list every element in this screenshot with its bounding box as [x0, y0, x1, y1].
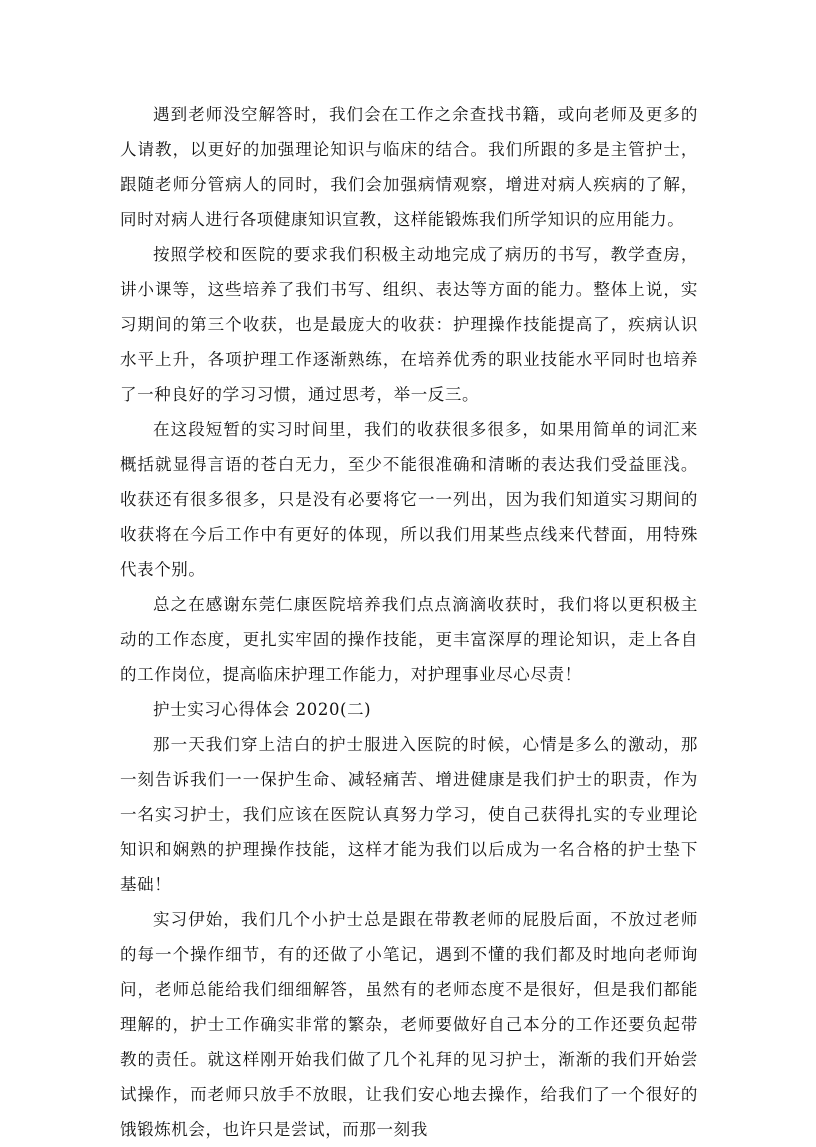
paragraph-4: 总之在感谢东莞仁康医院培养我们点点滴滴收获时，我们将以更积极主动的工作态度，更扎实牢固的操作技能，更丰富深厚的理论知识，走上各自的工作岗位，提高临床护理工作能力，对护理事业尽心尽责！ [120, 595, 698, 684]
document-page [120, 97, 698, 1147]
paragraph-3: 在这段短暂的实习时间里，我们的收获很多很多，如果用简单的词汇来概括就显得言语的苍白无力，至少不能很准确和清晰的表达我们受益匪浅。收获还有很多很多，只是没有必要将它一一列出，因为我们知道实习期间的收获将在今后工作中有更好的体现，所以我们用某些点线来代替面，用特殊代表个别。 [120, 420, 698, 579]
section-title: 护士实习心得体会 2020(二) [153, 700, 372, 719]
paragraph-1: 遇到老师没空解答时，我们会在工作之余查找书籍，或向老师及更多的人请教，以更好的加强理论知识与临床的结合。我们所跟的多是主管护士，跟随老师分管病人的同时，我们会加强病情观察，增进对病人疾病的了解，同时对病人进行各项健康知识宣教，这样能锻炼我们所学知识的应用能力。 [120, 105, 698, 229]
paragraph-6: 实习伊始，我们几个小护士总是跟在带教老师的屁股后面，不放过老师的每一个操作细节，有的还做了小笔记，遇到不懂的我们都及时地向老师询问，老师总能给我们细细解答，虽然有的老师态度不是很好，但是我们都能理解的，护士工作确实非常的繁杂，老师要做好自己本分的工作还要负起带教的责任。就这样刚开始我们做了几个礼拜的见习护士，渐渐的我们开始尝试操作，而老师只放手不放眼，让我们安心地去操作，给我们了一个很好的饿锻炼机会，也许只是尝试，而那一刻我 [120, 910, 698, 1139]
paragraph-5: 那一天我们穿上洁白的护士服进入医院的时候，心情是多么的激动，那一刻告诉我们一一保护生命、减轻痛苦、增进健康是我们护士的职责，作为一名实习护士，我们应该在医院认真努力学习，使自己获得扎实的专业理论知识和娴熟的护理操作技能，这样才能为我们以后成为一名合格的护士垫下基础！ [120, 735, 698, 894]
paragraph-2: 按照学校和医院的要求我们积极主动地完成了病历的书写，教学查房，讲小课等，这些培养了我们书写、组织、表达等方面的能力。整体上说，实习期间的第三个收获，也是最庞大的收获：护理操作技能提高了，疾病认识水平上升，各项护理工作逐渐熟练，在培养优秀的职业技能水平同时也培养了一种良好的学习习惯，通过思考，举一反三。 [120, 245, 698, 404]
